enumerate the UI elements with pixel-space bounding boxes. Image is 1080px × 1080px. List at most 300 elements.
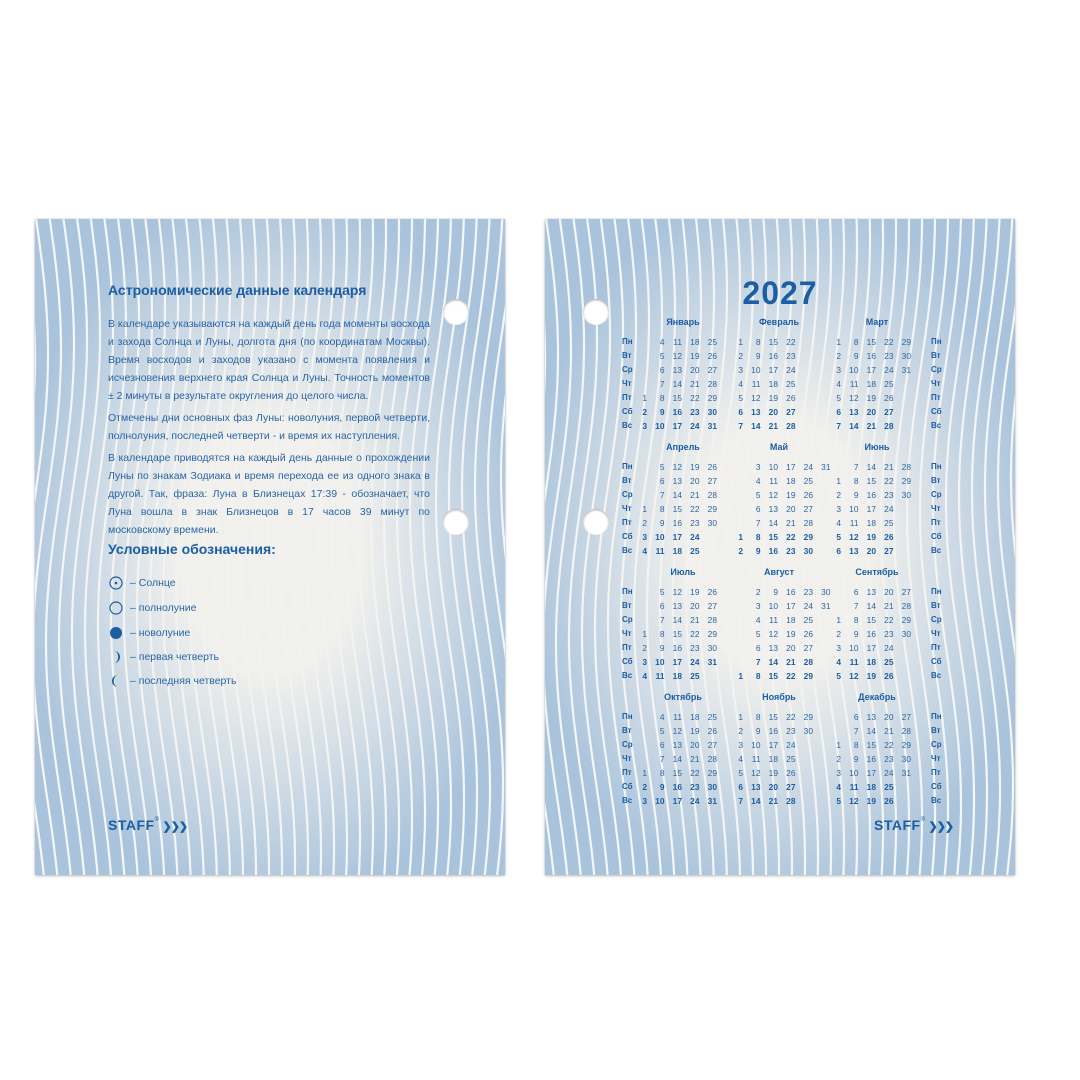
calendar-day: 25 [690,546,700,556]
calendar-day: 15 [866,615,876,625]
legend-label: – полнолуние [130,602,197,614]
calendar-day: 28 [901,726,911,736]
calendar-day: 17 [672,421,682,431]
calendar-day: 3 [642,657,647,667]
calendar-day: 21 [884,462,894,472]
calendar-day: 20 [768,407,778,417]
calendar-day: 6 [853,712,859,722]
calendar-day: 29 [803,671,813,681]
weekday-label: Пн [622,337,633,346]
calendar-day: 9 [659,518,665,528]
calendar-day: 30 [707,643,717,653]
calendar-day: 19 [690,462,700,472]
calendar-day: 16 [866,351,876,361]
calendar-day: 21 [786,518,796,528]
calendar-day: 23 [786,726,796,736]
weekday-label: Вт [622,726,632,735]
calendar-day: 27 [803,643,813,653]
calendar-day: 29 [803,712,813,722]
calendar-day: 5 [659,587,665,597]
calendar-day: 9 [755,726,761,736]
calendar-day: 31 [821,601,831,611]
weekday-label: Пт [931,518,941,527]
calendar-day: 15 [866,337,876,347]
weekday-label: Ср [622,615,633,624]
binder-hole-bottom [583,509,609,535]
calendar-day: 21 [786,657,796,667]
calendar-day: 21 [690,379,700,389]
calendar-day: 11 [849,782,859,792]
calendar-day: 28 [707,379,717,389]
calendar-day: 5 [659,462,665,472]
weekday-label: Вс [622,796,633,805]
calendar-day: 6 [659,365,665,375]
calendar-day: 14 [751,421,761,431]
calendar-day: 13 [751,407,761,417]
calendar-day: 21 [768,796,778,806]
calendar-day: 3 [642,421,647,431]
calendar-day: 29 [901,476,911,486]
calendar-day: 30 [901,629,911,639]
calendar-day: 28 [901,462,911,472]
calendar-day: 10 [768,601,778,611]
calendar-day: 12 [672,462,682,472]
calendar-day: 18 [866,657,876,667]
weekday-label: Вс [931,671,942,680]
calendar-day: 9 [853,490,859,500]
calendar-day: 12 [672,351,682,361]
calendar-day: 27 [707,740,717,750]
calendar-day: 28 [803,518,813,528]
calendar-day: 30 [803,546,813,556]
calendar-day: 10 [655,796,665,806]
calendar-day: 18 [866,782,876,792]
calendar-day: 15 [768,671,778,681]
calendar-day: 26 [707,587,717,597]
calendar-day: 13 [849,546,859,556]
calendar-day: 12 [672,726,682,736]
legend-item-first-quarter [108,649,219,665]
calendar-day: 5 [836,796,841,806]
calendar-day: 31 [901,365,911,375]
calendar-day: 18 [768,379,778,389]
calendar-day: 25 [707,337,717,347]
calendar-day: 20 [786,504,796,514]
calendar-day: 2 [836,490,841,500]
calendar-day: 2 [642,782,647,792]
weekday-label: Вс [622,421,633,430]
weekday-label: Сб [622,657,633,666]
calendar-day: 31 [707,421,717,431]
calendar-day: 25 [884,379,894,389]
calendar-day: 18 [866,518,876,528]
calendar-day: 17 [672,532,682,542]
calendar-day: 29 [803,532,813,542]
calendar-day: 9 [755,351,761,361]
calendar-day: 3 [738,740,743,750]
calendar-day: 27 [707,601,717,611]
calendar-day: 26 [786,393,796,403]
calendar-day: 8 [853,337,859,347]
calendar-day: 19 [786,629,796,639]
calendar-day: 6 [659,476,665,486]
calendar-day: 1 [738,532,743,542]
calendar-day: 31 [707,796,717,806]
calendar-day: 27 [884,546,894,556]
calendar-day: 9 [773,587,778,597]
calendar-day: 14 [849,421,859,431]
calendar-day: 18 [768,754,778,764]
calendar-day: 6 [836,546,841,556]
calendar-day: 28 [884,421,894,431]
month-name: Февраль [759,317,799,327]
calendar-day: 10 [768,462,778,472]
calendar-day: 10 [655,657,665,667]
staff-logo: STAFF®❯❯❯ [874,817,954,833]
legend-item-sun [108,575,176,591]
calendar-day: 26 [884,532,894,542]
calendar-day: 26 [884,796,894,806]
calendar-day: 7 [659,615,665,625]
calendar-day: 4 [659,712,665,722]
calendar-day: 21 [690,490,700,500]
paragraph-2: Отмечены дни основных фаз Луны: новолуния, первой четверти, полнолуния, последней четверти - и время их наступления. [108,412,430,442]
calendar-day: 20 [768,782,778,792]
calendar-day: 24 [884,643,894,653]
calendar-day: 21 [690,615,700,625]
calendar-day: 30 [707,407,717,417]
weekday-label: Чт [931,754,941,763]
calendar-day: 28 [786,421,796,431]
calendar-day: 17 [786,462,796,472]
first-quarter-icon [108,649,124,665]
calendar-day: 30 [901,490,911,500]
calendar-day: 20 [690,476,700,486]
calendar-day: 20 [786,643,796,653]
calendar-day: 14 [751,796,761,806]
weekday-label: Сб [622,782,633,791]
calendar-day: 20 [866,407,876,417]
calendar-day: 17 [866,768,876,778]
weekday-label: Чт [931,504,941,513]
calendar-day: 19 [866,796,876,806]
calendar-day: 5 [738,393,743,403]
calendar-day: 4 [738,379,743,389]
calendar-day: 15 [672,629,682,639]
calendar-day: 18 [690,712,700,722]
calendar-day: 26 [803,629,813,639]
calendar-day: 29 [707,393,717,403]
calendar-day: 14 [768,518,778,528]
calendar-day: 14 [672,754,682,764]
calendar-day: 16 [768,351,778,361]
calendar-day: 30 [707,518,717,528]
legend-item-new-moon [108,625,190,641]
calendar-day: 27 [786,782,796,792]
calendar-sheet [545,219,1015,875]
calendar-day: 10 [849,643,859,653]
weekday-label: Пт [622,518,632,527]
calendar-day: 1 [642,504,647,514]
weekday-label: Пт [622,393,632,402]
calendar-day: 13 [672,601,682,611]
calendar-day: 26 [786,768,796,778]
calendar-day: 4 [642,671,647,681]
calendar-day: 18 [786,476,796,486]
calendar-day: 29 [901,615,911,625]
calendar-day: 24 [786,740,796,750]
weekday-label: Сб [622,532,633,541]
calendar-day: 17 [672,796,682,806]
calendar-day: 13 [751,782,761,792]
calendar-day: 19 [690,351,700,361]
calendar-day: 7 [738,421,743,431]
calendar-day: 6 [755,643,761,653]
calendar-day: 2 [836,629,841,639]
calendar-day: 12 [768,490,778,500]
calendar-day: 12 [849,532,859,542]
calendar-day: 6 [755,504,761,514]
calendar-day: 8 [755,671,761,681]
month-name: Октябрь [664,692,702,702]
month-name: Январь [666,317,700,327]
weekday-label: Сб [622,407,633,416]
calendar-day: 19 [866,671,876,681]
month-name: Август [764,567,794,577]
calendar-day: 6 [659,740,665,750]
weekday-label: Вт [622,476,632,485]
calendar-day: 9 [659,782,665,792]
calendar-day: 4 [642,546,647,556]
calendar-day: 15 [768,337,778,347]
calendar-day: 9 [853,754,859,764]
calendar-day: 26 [884,671,894,681]
calendar-day: 16 [866,629,876,639]
calendar-day: 11 [769,615,778,625]
calendar-day: 5 [738,768,743,778]
calendar-day: 28 [901,601,911,611]
calendar-day: 25 [884,518,894,528]
calendar-day: 15 [672,768,682,778]
calendar-day: 3 [836,768,841,778]
calendar-day: 4 [836,379,841,389]
weekday-label: Вс [931,546,942,555]
calendar-day: 14 [866,601,876,611]
calendar-day: 23 [884,629,894,639]
calendar-day: 13 [768,643,778,653]
calendar-day: 24 [690,532,700,542]
calendar-day: 24 [690,796,700,806]
calendar-day: 3 [642,796,647,806]
calendar-day: 23 [803,587,813,597]
calendar-day: 26 [803,490,813,500]
calendar-day: 27 [707,476,717,486]
calendar-day: 9 [853,351,859,361]
legend-item-last-quarter [108,673,236,689]
calendar-day: 23 [690,407,700,417]
calendar-day: 29 [707,768,717,778]
calendar-day: 24 [786,365,796,375]
calendar-day: 1 [836,740,841,750]
calendar-day: 17 [866,365,876,375]
calendar-day: 25 [803,476,813,486]
calendar-day: 8 [659,504,665,514]
paragraph-3: В календаре приводятся на каждый день данные о прохождении Луны по знакам Зодиака и время перехода ее из одного знака в другой. Так, фраза: Луна в Близнецах 17:39 - обозначает, что Луна вошла в знак Близнецов в 17 часов 39 минут по московскому времени. [108,452,430,536]
calendar-day: 3 [836,504,841,514]
calendar-day: 1 [738,337,743,347]
calendar-day: 12 [849,796,859,806]
calendar-day: 22 [884,476,894,486]
calendar-day: 15 [866,740,876,750]
calendar-day: 24 [884,365,894,375]
legend-item-full-moon [108,600,196,616]
calendar-day: 29 [901,740,911,750]
calendar-day: 25 [707,712,717,722]
weekday-label: Вс [622,671,633,680]
calendar-day: 10 [849,504,859,514]
month-name: Май [769,442,789,452]
calendar-day: 11 [751,379,761,389]
calendar-day: 16 [768,726,778,736]
calendar-day: 27 [803,504,813,514]
calendar-day: 16 [672,518,682,528]
calendar-day: 7 [659,379,665,389]
calendar-day: 11 [849,518,859,528]
calendar-day: 26 [707,462,717,472]
calendar-day: 1 [836,337,841,347]
calendar-day: 18 [786,615,796,625]
month-name: Ноябрь [762,692,796,702]
month-name: Июль [670,567,696,577]
calendar-day: 3 [642,532,647,542]
calendar-day: 25 [786,379,796,389]
calendar-day: 20 [884,712,894,722]
weekday-label: Пт [931,393,941,402]
calendar-day: 21 [768,421,778,431]
weekday-label: Ср [931,740,942,749]
weekday-label: Чт [622,379,632,388]
calendar-day: 16 [866,754,876,764]
weekday-label: Сб [931,532,942,541]
calendar-day: 4 [738,754,743,764]
weekday-label: Пн [931,462,942,471]
calendar-day: 12 [849,671,859,681]
weekday-label: Пт [622,643,632,652]
calendar-day: 7 [659,754,665,764]
calendar-day: 8 [755,337,761,347]
calendar-day: 1 [642,629,647,639]
weekday-label: Ср [622,365,633,374]
calendar-day: 4 [755,615,761,625]
binder-hole-bottom [443,509,469,535]
calendar-day: 20 [884,587,894,597]
calendar-day: 25 [786,754,796,764]
calendar-day: 11 [673,712,682,722]
month-name: Март [865,317,889,327]
weekday-label: Вс [931,421,942,430]
calendar-day: 7 [738,796,743,806]
calendar-day: 16 [672,407,682,417]
calendar-day: 7 [853,601,859,611]
calendar-day: 11 [751,754,761,764]
calendar-day: 23 [690,518,700,528]
calendar-day: 22 [786,671,796,681]
weekday-label: Пн [622,712,633,721]
calendar-day: 22 [690,504,700,514]
calendar-day: 11 [673,337,682,347]
calendar-day: 31 [901,768,911,778]
calendar-day: 20 [690,740,700,750]
legend-title: Условные обозначения: [108,541,276,557]
calendar-day: 24 [690,657,700,667]
legend-label: – последняя четверть [130,675,237,687]
weekday-label: Пн [622,462,633,471]
calendar-day: 16 [672,782,682,792]
legend-label: – первая четверть [130,651,219,663]
calendar-day: 13 [672,476,682,486]
calendar-day: 26 [707,351,717,361]
calendar-day: 5 [836,393,841,403]
calendar-day: 11 [849,657,859,667]
calendar-day: 20 [690,601,700,611]
calendar-day: 4 [836,657,841,667]
month-name: Апрель [666,442,700,452]
calendar-day: 15 [672,504,682,514]
calendar-day: 2 [642,407,647,417]
calendar-day: 11 [769,476,778,486]
weekday-label: Чт [622,754,632,763]
calendar-day: 16 [672,643,682,653]
calendar-day: 10 [655,532,665,542]
calendar-day: 12 [849,393,859,403]
calendar-day: 2 [836,351,841,361]
calendar-day: 19 [866,532,876,542]
month-name: Сентябрь [855,567,899,577]
calendar-day: 5 [659,726,665,736]
calendar-day: 7 [755,518,761,528]
calendar-day: 13 [866,587,876,597]
calendar-day: 2 [738,726,743,736]
calendar-day: 3 [836,643,841,653]
calendar-day: 25 [803,615,813,625]
calendar-day: 21 [690,754,700,764]
calendar-day: 10 [751,365,761,375]
calendar-day: 24 [884,504,894,514]
calendar-day: 22 [690,629,700,639]
calendar-day: 8 [853,740,859,750]
calendar-day: 14 [672,379,682,389]
calendar-day: 25 [884,782,894,792]
calendar-day: 19 [768,393,778,403]
calendar-day: 19 [690,587,700,597]
calendar-day: 27 [884,407,894,417]
calendar-day: 6 [836,407,841,417]
calendar-day: 6 [659,601,665,611]
calendar-day: 2 [836,754,841,764]
staff-logo: STAFF®❯❯❯ [108,817,188,833]
calendar-day: 18 [866,379,876,389]
legend-label: – Солнце [130,577,176,589]
calendar-day: 12 [751,393,761,403]
calendar-day: 8 [659,629,665,639]
calendar-day: 1 [642,393,647,403]
calendar-day: 14 [866,462,876,472]
calendar-day: 30 [901,754,911,764]
weekday-label: Вт [931,476,941,485]
calendar-day: 1 [738,712,743,722]
weekday-label: Ср [931,365,942,374]
calendar-day: 28 [786,796,796,806]
